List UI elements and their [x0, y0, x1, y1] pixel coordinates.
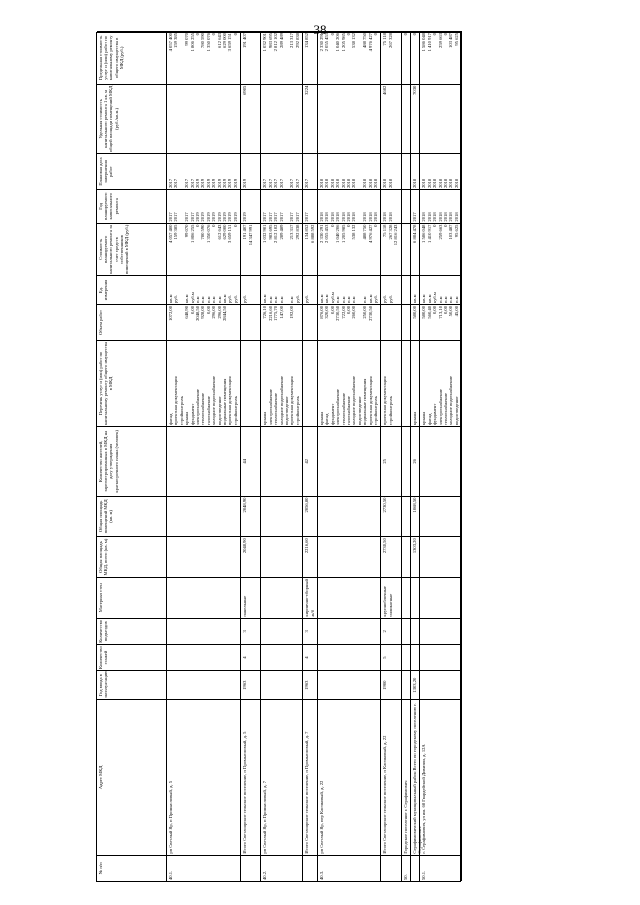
cell-num: [241, 855, 260, 881]
header-cell: Материал стен: [97, 577, 167, 618]
cell-walls: [261, 577, 302, 618]
cell-date-end: 2019: [241, 153, 260, 189]
cell-address: г. Серафимович, ул им. 68 Гвардейской Дивизии, д. 12А: [420, 699, 461, 855]
cell-floors: 4: [241, 644, 260, 670]
cell-year: 1900: [381, 670, 400, 699]
cell-works: крыша электроснабжение теплоснабжение холодное водоснабжение водоотведение проектная документация стройконтроль: [261, 340, 302, 426]
cell-year: [167, 670, 240, 699]
cell-volume: 580,00: [411, 304, 419, 340]
cell-num: 40.2.: [261, 855, 302, 881]
cell-max-cost: 2 330 291 2 055 453 0 1 040 206 1 205 985 0 538 132 488 750 4 976 427 0: [318, 31, 380, 84]
cell-volume: [402, 304, 410, 340]
cell-unit-cost: [261, 84, 302, 153]
header-cell: Удельная стоимость капитального ремонта 1 кв. м общей площади помещений МКД (руб./кв.м.): [97, 84, 167, 153]
cell-walls: панельные: [241, 577, 260, 618]
cell-area-total: 2730,50: [381, 536, 400, 577]
cell-area-total: [318, 536, 380, 577]
cell-walls: [411, 577, 419, 618]
cell-year-plan: 2019: [241, 189, 260, 223]
cell-units: кв.м кв.м куб.м п.м п.м п.м п.м п.м кв.м руб.: [318, 275, 380, 304]
cell-cost: 1 032 901 983 695 2 812 102 289 489 213 317 292 838: [261, 223, 302, 276]
cell-residents: [261, 426, 302, 495]
cell-max-cost: 4 057 400 159 385 99 070 1 806 255 0 780 590 1 350 076 0 612 643 629 000 3 659 151 0: [167, 31, 240, 84]
header-cell: Объем работ: [97, 304, 167, 340]
cell-residents: 26: [411, 426, 419, 495]
cell-max-cost: 191 407: [241, 31, 260, 84]
header-cell: Год планируемого капитального ремонта: [97, 189, 167, 223]
cell-area-rooms: [420, 496, 461, 537]
cell-walls: [318, 577, 380, 618]
cell-cost: 1 586 048 1 410 917 0 259 663 0 103 487 95 625: [420, 223, 461, 276]
cell-area-total: [402, 536, 410, 577]
cell-residents: 25: [381, 426, 400, 495]
cell-max-cost: 134 852: [303, 31, 317, 84]
cell-entrances: [167, 618, 240, 644]
cell-works: [402, 340, 410, 426]
table-row: [381, 31, 401, 881]
cell-entrances: 2: [381, 618, 400, 644]
cell-year: [261, 670, 302, 699]
cell-date-end: 2018 2018 2018 2018 2018 2018 2018: [420, 153, 461, 189]
header-cell: Адрес МКД: [97, 699, 167, 855]
cell-unit-cost: [402, 84, 410, 153]
cell-works: [303, 340, 317, 426]
cell-area-rooms: 1068,50: [411, 496, 419, 537]
cell-walls: кирпично-сборный ж/б: [303, 577, 317, 618]
header-cell: Перечень услуг и (или) работ по капитальному ремонту общего имущества в МКД: [97, 340, 167, 426]
cell-floors: [261, 644, 302, 670]
cell-floors: [402, 644, 410, 670]
cell-residents: [420, 426, 461, 495]
cell-address: рп Светлый Яр, п Промысловый, д. 5: [167, 699, 240, 855]
cell-num: [303, 855, 317, 881]
cell-volume: 876,00 320,00 0,00 2730,50 722,00 0,00 260,00 250,00 2730,50: [318, 304, 380, 340]
cell-units: руб.: [241, 275, 260, 304]
table-row: [318, 31, 381, 881]
cell-unit-cost: 4682: [381, 84, 400, 153]
cell-unit-cost: 7030: [411, 84, 419, 153]
cell-unit-cost: [318, 84, 380, 153]
cell-volume: [381, 304, 400, 340]
header-cell: Общая площадь МКД, всего (кв. м): [97, 536, 167, 577]
header-cell: Стоимость планируемого капитального ремонта за счет средств собственников помещений в МКД (руб.): [97, 223, 167, 276]
cell-date-end: 2018: [411, 153, 419, 189]
cell-entrances: [261, 618, 302, 644]
cell-cost: [402, 223, 410, 276]
cell-area-rooms: [261, 496, 302, 537]
table-row: [241, 31, 261, 881]
cell-max-cost: 1 032 901 983 695 2 812 102 289 489 213 317 292 838: [261, 31, 302, 84]
cell-entrances: 3: [241, 618, 260, 644]
cell-works: крыша фасад фундамент электроснабжение теплоснабжение холодное водоснабжение водоотведение: [420, 340, 461, 426]
cell-cost: 134 852 6 888 592: [303, 223, 317, 276]
cell-num: [411, 855, 419, 881]
cell-year-plan: 2018 2018: [381, 189, 400, 223]
cell-residents: [318, 426, 380, 495]
cell-floors: [318, 644, 380, 670]
cell-max-cost: 0: [411, 31, 419, 84]
cell-num: 50.: [402, 855, 410, 881]
cell-unit-cost: [420, 84, 461, 153]
cell-unit-cost: 3224: [303, 84, 317, 153]
cell-date-end: 2017 2017 2017 2017 2019 2019 2019 2019 2019 2019 2019 2019: [167, 153, 240, 189]
cell-max-cost: 0: [402, 31, 410, 84]
cell-units: руб. руб.: [381, 275, 400, 304]
cell-works: крыша фасад фундамент электроснабжение теплоснабжение газоснабжение холодное водоснабжение водоотведение подвальные помещения проектная документация стройконтроль: [318, 340, 380, 426]
cell-cost: 75 118 267 328 12 816 243: [381, 223, 400, 276]
cell-units: кв.м кв.м куб.м п.м п.м п.м п.м: [420, 275, 461, 304]
cell-area-rooms: 2730,50: [381, 496, 400, 537]
cell-num: 40.1.: [167, 855, 240, 881]
cell-volume: [303, 304, 317, 340]
cell-entrances: [420, 618, 461, 644]
cell-floors: [411, 644, 419, 670]
cell-cost: 6 884 478: [411, 223, 419, 276]
cell-walls: [402, 577, 410, 618]
cell-date-end: 2017: [303, 153, 317, 189]
cell-date-end: 2018 2018: [381, 153, 400, 189]
cell-volume: 1072,00 648,90 0,00 2048,50 928,00 0,00 296,00 296,00 2844,50: [167, 304, 240, 340]
header-cell: Количество подъездов: [97, 618, 167, 644]
cell-area-total: 2048,90: [241, 536, 260, 577]
cell-area-total: [261, 536, 302, 577]
cell-units: [402, 275, 410, 304]
cell-floors: 4: [303, 644, 317, 670]
cell-area-rooms: [167, 496, 240, 537]
cell-works: [241, 340, 260, 426]
cell-works: фасад проектная документация стройконтроль крыша фундамент электроснабжение теплоснабжение газоснабжение холодное водоснабжение водоотведение подвальные помещения проектная документация стройконтроль: [167, 340, 240, 426]
cell-year: [402, 670, 410, 699]
cell-residents: 44: [241, 426, 260, 495]
cell-entrances: [318, 618, 380, 644]
cell-unit-cost: [167, 84, 240, 153]
table-row: [420, 31, 462, 881]
header-cell: Количество этажей: [97, 644, 167, 670]
cell-year: 1303,20: [411, 670, 419, 699]
header-cell: Ед. измерения: [97, 275, 167, 304]
cell-area-rooms: 2048,90: [241, 496, 260, 537]
cell-residents: 42: [303, 426, 317, 495]
cell-year: 1963: [303, 670, 317, 699]
header-cell: Плановая дата завершения работ: [97, 153, 167, 189]
table-row: [167, 31, 241, 881]
cell-walls: крупноблочные силикатные: [381, 577, 400, 618]
cell-num: 40.3.: [318, 855, 380, 881]
cell-entrances: 3: [303, 618, 317, 644]
cell-address: рп Светлый Яр, пер Клочковый, д. 22: [318, 699, 380, 855]
cell-units: кв.м руб. кв.м куб.м п.м п.м п.м п.м п.м кв.м руб. руб.: [167, 275, 240, 304]
table-row: [402, 31, 411, 881]
cell-volume: [241, 304, 260, 340]
cell-date-end: 2017 2017 2017 2017 2017 2017: [261, 153, 302, 189]
cell-walls: [167, 577, 240, 618]
cell-max-cost: 1 586 048 1 410 917 0 259 663 0 103 487 95 625: [420, 31, 461, 84]
cell-floors: [167, 644, 240, 670]
cell-volume: 580,00 560,40 0,00 713,10 0,00 50,00 45,00: [420, 304, 461, 340]
cell-year-plan: 2017 2017 2017 2017 2019 2019 2019 2019 2019 2019 2019 2019: [167, 189, 240, 223]
cell-year-plan: 2018 2018 2018 2018 2018 2018 2018: [420, 189, 461, 223]
table-row: [261, 31, 303, 881]
cell-units: кв.м: [411, 275, 419, 304]
header-cell: № п/п: [97, 855, 167, 881]
cell-volume: 726,10 2216,60 1775,70 147,00 192,00: [261, 304, 302, 340]
cell-year-plan: 2017: [411, 189, 419, 223]
cell-area-total: 1303,20: [411, 536, 419, 577]
cell-year-plan: 2017: [303, 189, 317, 223]
works-table: [96, 32, 461, 882]
cell-year: [420, 670, 461, 699]
cell-address: Серафимовичский муниципальный район Всего по городскому поселению г. Серафимович: [411, 699, 419, 855]
cell-works: крыша: [411, 340, 419, 426]
cell-address: Городское поселение г. Серафимович: [402, 699, 410, 855]
table-row: [303, 31, 318, 881]
cell-address: Итого Светлоярское сельское поселение, п Клочковый, д. 22: [381, 699, 400, 855]
cell-address: Итого Светлоярское сельское поселение, п Промысловый, д. 7: [303, 699, 317, 855]
cell-date-end: [402, 153, 410, 189]
header-cell: Общая площадь помещений МКД (кв. м): [97, 496, 167, 537]
header-cell: Год ввода в эксплуатацию: [97, 670, 167, 699]
cell-residents: [167, 426, 240, 495]
page-number: 38: [313, 22, 327, 37]
cell-year-plan: 2017 2017 2017 2017 2017 2017: [261, 189, 302, 223]
cell-address: Итого Светлоярское сельское поселение, п Промысловый, д. 5: [241, 699, 260, 855]
cell-entrances: [411, 618, 419, 644]
cell-cost: 4 057 400 159 385 99 070 1 806 255 0 780 590 1 350 076 0 612 643 629 000 3 659 151 0: [167, 223, 240, 276]
cell-area-rooms: [402, 496, 410, 537]
cell-residents: [402, 426, 410, 495]
cell-area-rooms: 2056,80: [303, 496, 317, 537]
cell-unit-cost: 6905: [241, 84, 260, 153]
cell-walls: [420, 577, 461, 618]
cell-date-end: 2018 2018 2018 2018 2018 2018 2018 2018 2018 2018: [318, 153, 380, 189]
cell-floors: 5: [381, 644, 400, 670]
cell-year-plan: [402, 189, 410, 223]
cell-year-plan: 2018 2018 2018 2018 2018 2018 2018 2018 2018 2018: [318, 189, 380, 223]
cell-entrances: [402, 618, 410, 644]
cell-cost: 191 407 14 347 991: [241, 223, 260, 276]
cell-area-total: [420, 536, 461, 577]
cell-num: [381, 855, 400, 881]
cell-units: кв.м п.м п.м п.м п.м руб.: [261, 275, 302, 304]
cell-cost: 2 330 291 2 055 453 0 1 040 206 1 205 985 0 538 132 488 750 4 976 427 0: [318, 223, 380, 276]
cell-max-cost: 75 118 267 328: [381, 31, 400, 84]
cell-units: руб.: [303, 275, 317, 304]
table-row: [411, 31, 423, 881]
header-cell: Количество жителей, зарегистрированных в МКД на дату утверждения краткосрочного плана (человек): [97, 426, 167, 495]
cell-floors: [420, 644, 461, 670]
cell-area-total: [167, 536, 240, 577]
cell-year: 1963: [241, 670, 260, 699]
cell-address: рп Светлый Яр, п Промысловый, д. 7: [261, 699, 302, 855]
cell-works: проектная документация стройконтроль: [381, 340, 400, 426]
cell-year: [318, 670, 380, 699]
cell-num: 50.1.: [420, 855, 461, 881]
header-cell: Предельная стоимость услуг и (или) работ по капитальному ремонту общего имущества в МКД (руб.): [97, 31, 167, 84]
cell-area-rooms: [318, 496, 380, 537]
cell-area-total: 2216,60: [303, 536, 317, 577]
